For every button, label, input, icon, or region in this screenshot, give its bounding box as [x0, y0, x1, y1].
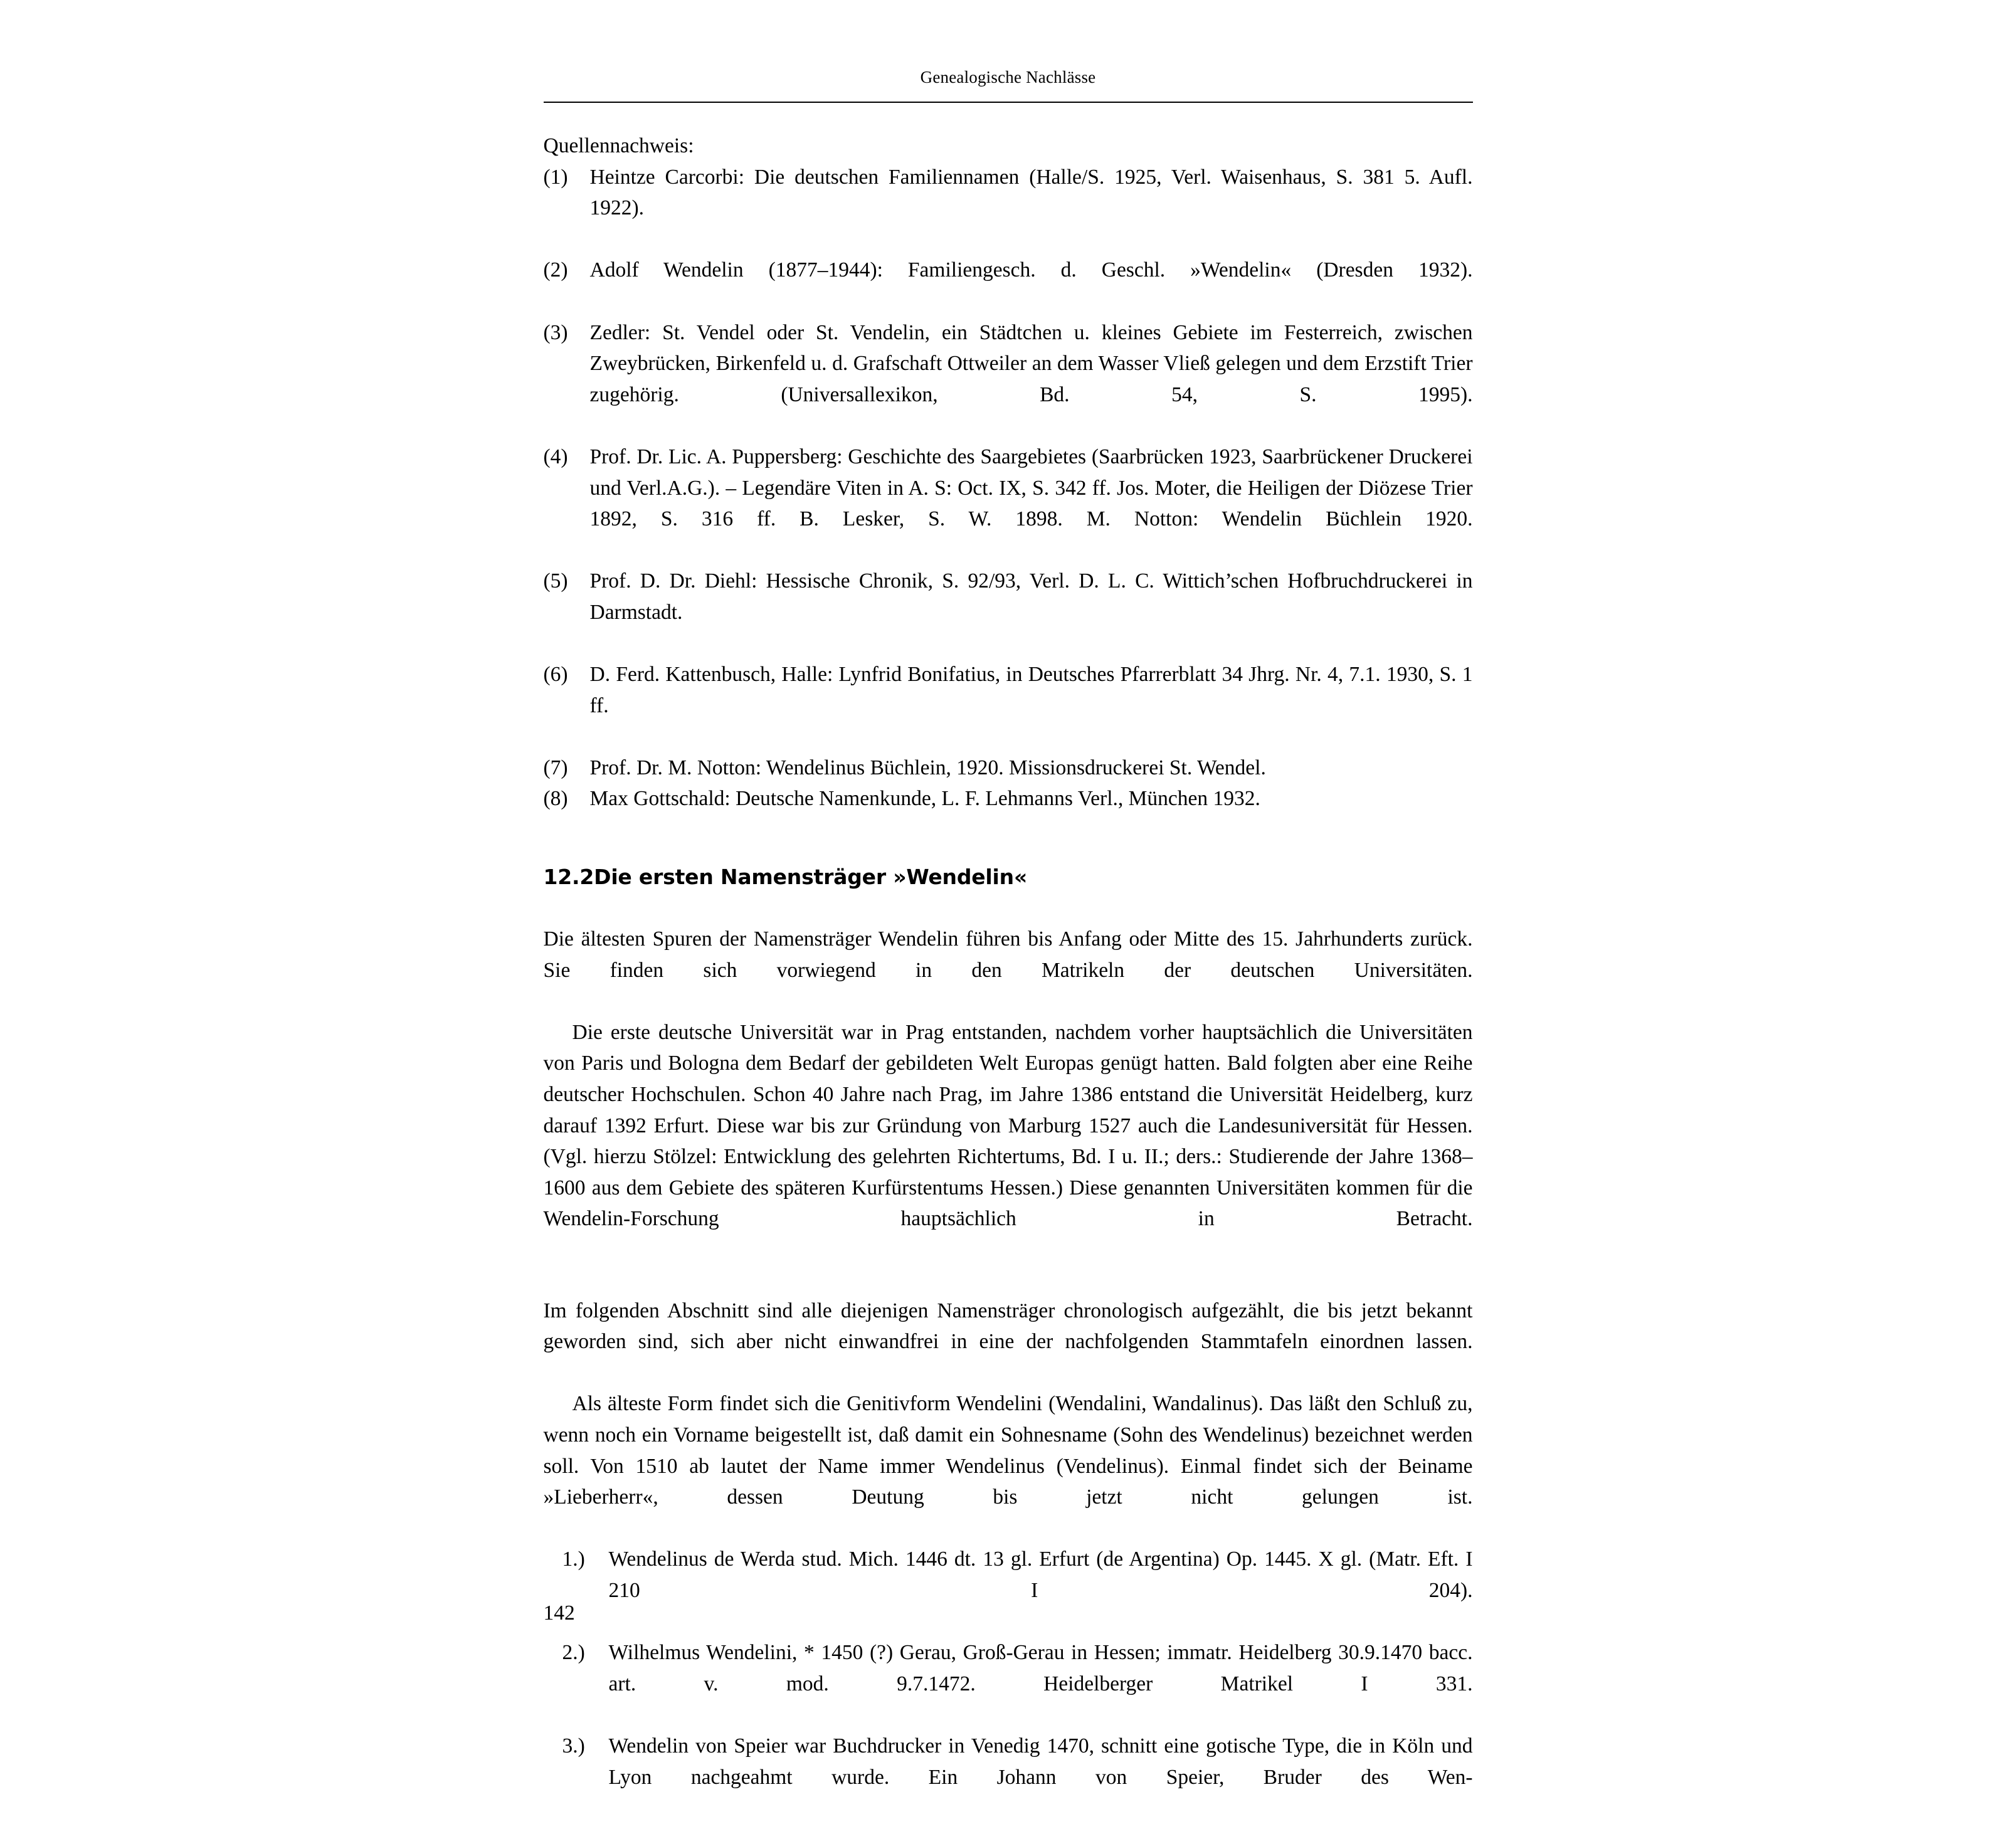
source-item [544, 783, 1473, 814]
source-text: D. Ferd. Kattenbusch, Halle: Lynfrid Bonifatius, in Deutsches Pfarrerblatt 34 Jhrg. Nr. 4, 7.1. 1930, S. 1 ff. [589, 663, 1473, 717]
spacer [544, 814, 1473, 863]
paragraph-p2: Die erste deutsche Universität war in Prag entstanden, nachdem vorher hauptsächlich die Universitäten von Paris und Bologna dem Bedarf der gebildeten Welt Europas genügt hatten. Bald folgten aber eine Reihe deutscher Hochschulen. Schon 40 Jahre nach Prag, im Jahre 1386 entstand die Universität Heidelberg, kurz darauf 1392 Erfurt. Diese war bis zur Gründung von Marburg 1527 auch die Landesuniversität für Hessen. (Vgl. hierzu Stölzel: Entwicklung des gelehrten Richtertums, Bd. I u. II.; ders.: Studierende der Jahre 1368–1600 aus dem Gebiete des späteren Kurfürstentums Hessen.) Diese genannten Universitäten kommen für die Wendelin-Forschung hauptsächlich in Betracht. [543, 1020, 1473, 1231]
source-text: Heintze Carcorbi: Die deutschen Familiennamen (Halle/S. 1925, Verl. Waisenhaus, S. 381 5. Aufl. 1922). [589, 165, 1473, 220]
document-page [398, 0, 1618, 1789]
entry-item [544, 1544, 1473, 1637]
source-marker: (2) [543, 258, 568, 282]
source-item [544, 566, 1473, 659]
source-text: Prof. D. Dr. Diehl: Hessische Chronik, S. 92/93, Verl. D. L. C. Wittich’schen Hofbruchdruckerei in Darmstadt. [589, 569, 1473, 624]
source-item [544, 255, 1473, 317]
source-text: Max Gottschald: Deutsche Namenkunde, L. F. Lehmanns Verl., München 1932. [589, 787, 1260, 811]
spacer [544, 1266, 1473, 1295]
running-head-rule [544, 102, 1473, 103]
source-marker: (7) [543, 756, 568, 779]
paragraph-p1: Die ältesten Spuren der Namensträger Wendelin führen bis Anfang oder Mitte des 15. Jahrhunderts zurück. Sie finden sich vorwiegend in den Matrikeln der deutschen Universitäten. [543, 927, 1473, 982]
source-item [544, 659, 1473, 752]
source-marker: (5) [543, 569, 568, 593]
source-marker: (8) [543, 787, 568, 811]
source-text: Prof. Dr. Lic. A. Puppersberg: Geschichte des Saargebietes (Saarbrücken 1923, Saarbrückener Druckerei und Verl.A.G.). – Legendäre Viten in A. S: Oct. IX, S. 342 ff. Jos. Moter, die Heiligen der Diözese Trier 1892, S. 316 ff. B. Lesker, S. W. 1898. M. Notton: Wendelin Büchlein 1920. [589, 445, 1473, 531]
source-item [544, 162, 1473, 255]
section-title: Die ersten Namensträger »Wendelin« [594, 865, 1028, 890]
source-marker: (3) [543, 320, 568, 344]
source-item [544, 441, 1473, 566]
running-head: Genealogische Nachlässe [920, 68, 1096, 87]
spacer [544, 891, 1473, 924]
section-number: 12.2 [543, 865, 594, 890]
source-text: Adolf Wendelin (1877–1944): Familiengesch. d. Geschl. »Wendelin« (Dresden 1932). [589, 258, 1473, 282]
paragraph-p4: Als älteste Form findet sich die Genitivform Wendelini (Wendalini, Wandalinus). Das läßt den Schluß zu, wenn noch ein Vorname beigestellt ist, daß damit ein Sohnesname (Sohn des Wendelinus) bezeichnet werden soll. Von 1510 ab lautet der Name immer Wendelinus (Vendelinus). Einmal findet sich der Beiname »Lieberherr«, dessen Deutung bis jetzt nicht gelungen ist. [543, 1392, 1473, 1509]
sources-label: Quellennachweis: [543, 134, 694, 157]
entry-marker: 1.) [562, 1547, 585, 1571]
entry-item [544, 1637, 1473, 1731]
paragraph-p3: Im folgenden Abschnitt sind alle diejenigen Namensträger chronologisch aufgezählt, die bis jetzt bekannt geworden sind, sich aber nicht einwandfrei in eine der nachfolgenden Stammtafeln einordnen lassen. [543, 1299, 1473, 1354]
page-body [544, 130, 1473, 1824]
source-marker: (1) [543, 165, 568, 189]
section-heading [544, 863, 1473, 891]
entry-marker: 2.) [562, 1641, 585, 1665]
source-text: Prof. Dr. M. Notton: Wendelinus Büchlein, 1920. Missionsdruckerei St. Wendel. [589, 756, 1266, 779]
source-item [544, 752, 1473, 784]
source-text: Zedler: St. Vendel oder St. Vendelin, ein Städtchen u. kleines Gebiete im Festerreich, zwischen Zweybrücken, Birkenfeld u. d. Grafschaft Ottweiler an dem Wasser Vließ gelegen und dem Erzstift Trier zugehörig. (Universallexikon, Bd. 54, S. 1995). [589, 320, 1473, 406]
entry-text: Wendelin von Speier war Buchdrucker in Venedig 1470, schnitt eine gotische Type, die in Köln und Lyon nachgeahmt wurde. Ein Johann von Speier, Bruder des Wen- [608, 1734, 1473, 1789]
source-item [544, 317, 1473, 441]
entry-item [544, 1731, 1473, 1824]
entry-marker: 3.) [562, 1734, 585, 1758]
source-marker: (4) [543, 445, 568, 468]
entry-text: Wendelinus de Werda stud. Mich. 1446 dt. 13 gl. Erfurt (de Argentina) Op. 1445. X gl. (Matr. Eft. I 210 I 204). [608, 1547, 1473, 1602]
source-marker: (6) [543, 663, 568, 687]
sources-list [544, 162, 1473, 814]
entries-list [544, 1544, 1473, 1823]
entry-text: Wilhelmus Wendelini, * 1450 (?) Gerau, Groß-Gerau in Hessen; immatr. Heidelberg 30.9.1470 bacc. art. v. mod. 9.7.1472. Heidelberger Matrikel I 331. [608, 1641, 1473, 1695]
page-number: 142 [543, 1601, 575, 1625]
